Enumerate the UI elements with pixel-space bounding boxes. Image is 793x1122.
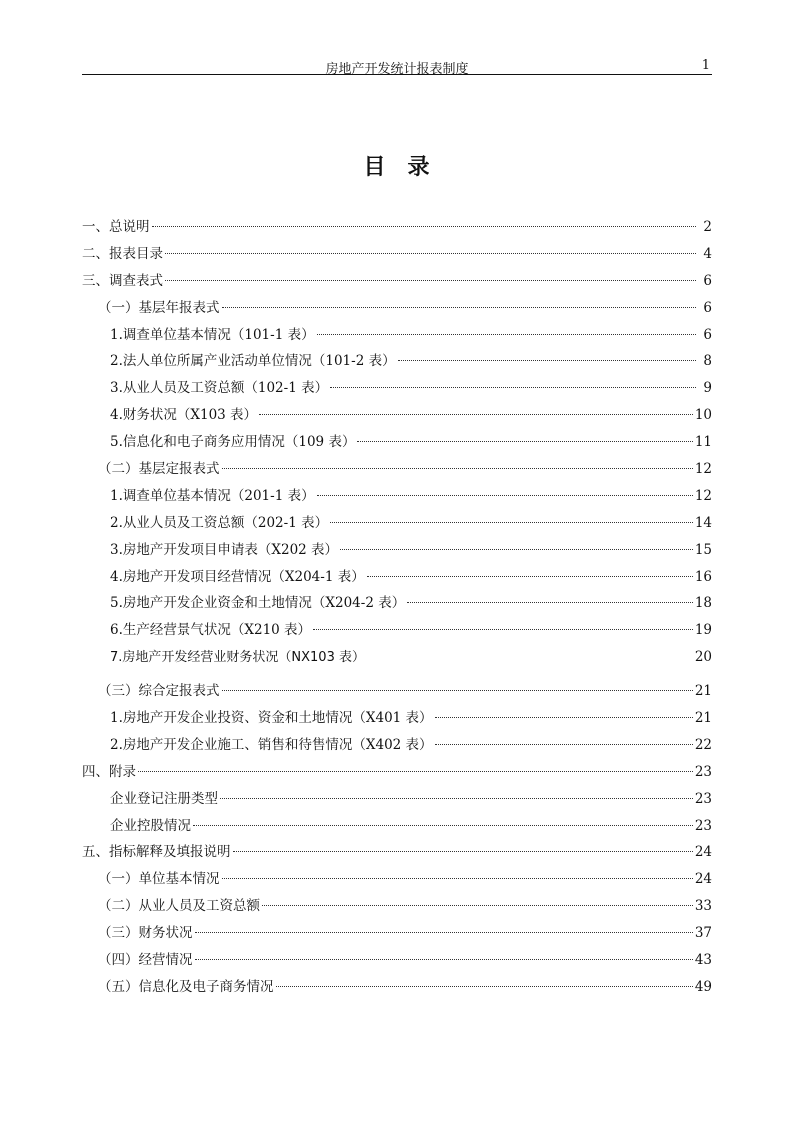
toc-dot-leader xyxy=(317,334,696,335)
toc-entry-page-number: 20 xyxy=(694,649,712,666)
toc-entry-page-number: 12 xyxy=(694,461,712,478)
toc-dot-leader xyxy=(262,905,693,906)
toc-entry-page-number: 23 xyxy=(694,790,712,807)
toc-entry[interactable] xyxy=(82,483,712,510)
toc-entry-label: 2.房地产开发企业施工、销售和待售情况（X402 表） xyxy=(110,736,433,753)
toc-entry[interactable] xyxy=(82,348,712,375)
toc-entry-page-number: 4 xyxy=(703,245,712,262)
toc-entry[interactable] xyxy=(82,268,712,295)
toc-entry[interactable] xyxy=(82,429,712,456)
toc-entry[interactable] xyxy=(82,920,712,947)
toc-dot-leader xyxy=(165,280,696,281)
toc-entry-label: 1.调查单位基本情况（201-1 表） xyxy=(110,487,315,504)
toc-entry[interactable] xyxy=(82,241,712,268)
toc-entry-page-number: 23 xyxy=(694,763,712,780)
toc-dot-leader xyxy=(340,549,693,550)
toc-entry[interactable] xyxy=(82,375,712,402)
toc-entry-label: （三）综合定报表式 xyxy=(98,683,220,700)
toc-entry-label: 2.法人单位所属产业活动单位情况（101-2 表） xyxy=(110,353,396,370)
toc-entry-page-number: 21 xyxy=(694,710,712,727)
header-page-number: 1 xyxy=(701,58,710,73)
header-rule xyxy=(82,74,712,75)
toc-entry[interactable] xyxy=(82,402,712,429)
toc-entry-page-number: 16 xyxy=(694,568,712,585)
toc-dot-leader xyxy=(222,690,693,691)
toc-entry-page-number: 14 xyxy=(694,514,712,531)
toc-entry-page-number: 10 xyxy=(694,407,712,424)
header-title: 房地产开发统计报表制度 xyxy=(325,62,469,77)
toc-dot-leader xyxy=(233,851,693,852)
toc-entry-label: 四、附录 xyxy=(82,763,136,780)
toc-entry[interactable] xyxy=(82,947,712,974)
toc-entry[interactable] xyxy=(82,786,712,813)
toc-entry-label: 2.从业人员及工资总额（202-1 表） xyxy=(110,514,329,531)
toc-entry[interactable] xyxy=(82,322,712,349)
toc-entry-label: （五）信息化及电子商务情况 xyxy=(98,978,274,995)
toc-entry[interactable] xyxy=(82,590,712,617)
toc-dot-leader xyxy=(398,360,696,361)
toc-dot-leader xyxy=(357,441,692,442)
toc-entry[interactable] xyxy=(82,813,712,840)
toc-dot-leader xyxy=(195,932,693,933)
toc-entry[interactable] xyxy=(82,214,712,241)
toc-entry-label: 一、总说明 xyxy=(82,219,150,235)
toc-entry-page-number: 24 xyxy=(694,844,712,861)
toc-entry-label: 1.房地产开发企业投资、资金和土地情况（X401 表） xyxy=(110,710,433,727)
toc-entry[interactable] xyxy=(82,456,712,483)
toc-entry-page-number: 43 xyxy=(694,952,712,969)
toc-entry-label: 企业登记注册类型 xyxy=(110,790,218,807)
toc-entry-page-number: 2 xyxy=(703,219,712,235)
toc-entry-page-number: 21 xyxy=(694,683,712,700)
toc-entry-page-number: 18 xyxy=(694,595,712,612)
toc-entry-page-number: 19 xyxy=(694,622,712,639)
toc-entry-label: 企业控股情况 xyxy=(110,817,191,834)
toc-entry-label: 五、指标解释及填报说明 xyxy=(82,844,231,861)
toc-entry-label: 7.房地产开发经营业财务状况（NX103 表） xyxy=(110,650,365,666)
toc-entry-label: （一）单位基本情况 xyxy=(98,871,220,888)
toc-entry-page-number: 9 xyxy=(703,380,712,397)
toc-entry[interactable] xyxy=(82,617,712,644)
toc-entry-label: 三、调查表式 xyxy=(82,272,163,289)
toc-entry[interactable] xyxy=(82,564,712,591)
toc-dot-leader xyxy=(313,629,693,630)
toc-entry-label: 1.调查单位基本情况（101-1 表） xyxy=(110,326,315,343)
toc-entry-page-number: 6 xyxy=(703,299,712,316)
toc-entry-page-number: 23 xyxy=(694,817,712,834)
toc-dot-leader xyxy=(165,253,696,254)
toc-dot-leader xyxy=(152,226,697,227)
toc-entry-label: （一）基层年报表式 xyxy=(98,299,220,316)
toc-dot-leader xyxy=(435,744,693,745)
toc-entry-label: 3.房地产开发项目申请表（X202 表） xyxy=(110,541,339,558)
toc-entry-label: 4.财务状况（X103 表） xyxy=(110,407,258,424)
toc-entry[interactable] xyxy=(82,759,712,786)
page-title: 目录 xyxy=(363,155,452,180)
toc-dot-leader xyxy=(435,717,693,718)
toc-dot-leader xyxy=(222,468,693,469)
table-of-contents xyxy=(82,214,712,1001)
toc-entry-page-number: 12 xyxy=(694,487,712,504)
toc-entry-page-number: 24 xyxy=(694,871,712,888)
toc-entry[interactable] xyxy=(82,866,712,893)
page-header xyxy=(82,54,712,77)
toc-entry[interactable] xyxy=(82,537,712,564)
toc-dot-leader xyxy=(330,387,696,388)
toc-entry-label: 5.房地产开发企业资金和土地情况（X204-2 表） xyxy=(110,595,406,612)
toc-entry-page-number: 6 xyxy=(703,272,712,289)
toc-entry-label: 3.从业人员及工资总额（102-1 表） xyxy=(110,380,329,397)
toc-entry-label: 6.生产经营景气状况（X210 表） xyxy=(110,622,312,639)
toc-entry-page-number: 37 xyxy=(694,925,712,942)
toc-entry-page-number: 33 xyxy=(694,898,712,915)
toc-entry-label: （二）从业人员及工资总额 xyxy=(98,898,260,915)
toc-entry[interactable] xyxy=(82,893,712,920)
toc-entry-label: （四）经营情况 xyxy=(98,952,193,969)
toc-dot-leader xyxy=(195,959,693,960)
toc-entry-page-number: 22 xyxy=(694,736,712,753)
toc-entry-page-number: 6 xyxy=(703,326,712,343)
toc-entry[interactable] xyxy=(82,510,712,537)
toc-dot-leader xyxy=(220,798,693,799)
toc-dot-leader xyxy=(317,495,693,496)
toc-entry-label: 4.房地产开发项目经营情况（X204-1 表） xyxy=(110,568,365,585)
toc-entry[interactable] xyxy=(82,705,712,732)
toc-dot-leader xyxy=(259,414,693,415)
toc-entry-label: 二、报表目录 xyxy=(82,245,163,262)
toc-entry-page-number: 49 xyxy=(694,978,712,995)
toc-entry-page-number: 11 xyxy=(694,434,712,451)
toc-dot-leader xyxy=(222,878,693,879)
toc-entry-page-number: 8 xyxy=(703,353,712,370)
toc-dot-leader xyxy=(367,576,693,577)
toc-dot-leader xyxy=(276,986,693,987)
toc-dot-leader xyxy=(330,522,693,523)
toc-entry[interactable] xyxy=(82,295,712,322)
toc-entry[interactable] xyxy=(82,974,712,1001)
toc-entry-page-number: 15 xyxy=(694,541,712,558)
toc-dot-leader xyxy=(222,307,697,308)
toc-entry[interactable] xyxy=(82,839,712,866)
toc-entry[interactable] xyxy=(82,732,712,759)
toc-entry-label: 5.信息化和电子商务应用情况（109 表） xyxy=(110,434,356,451)
toc-entry[interactable] xyxy=(82,644,712,671)
toc-dot-leader xyxy=(193,825,693,826)
toc-entry-label: （二）基层定报表式 xyxy=(98,461,220,478)
toc-entry[interactable] xyxy=(82,678,712,705)
toc-dot-leader xyxy=(138,771,693,772)
toc-dot-leader xyxy=(407,602,693,603)
toc-entry-label: （三）财务状况 xyxy=(98,925,193,942)
